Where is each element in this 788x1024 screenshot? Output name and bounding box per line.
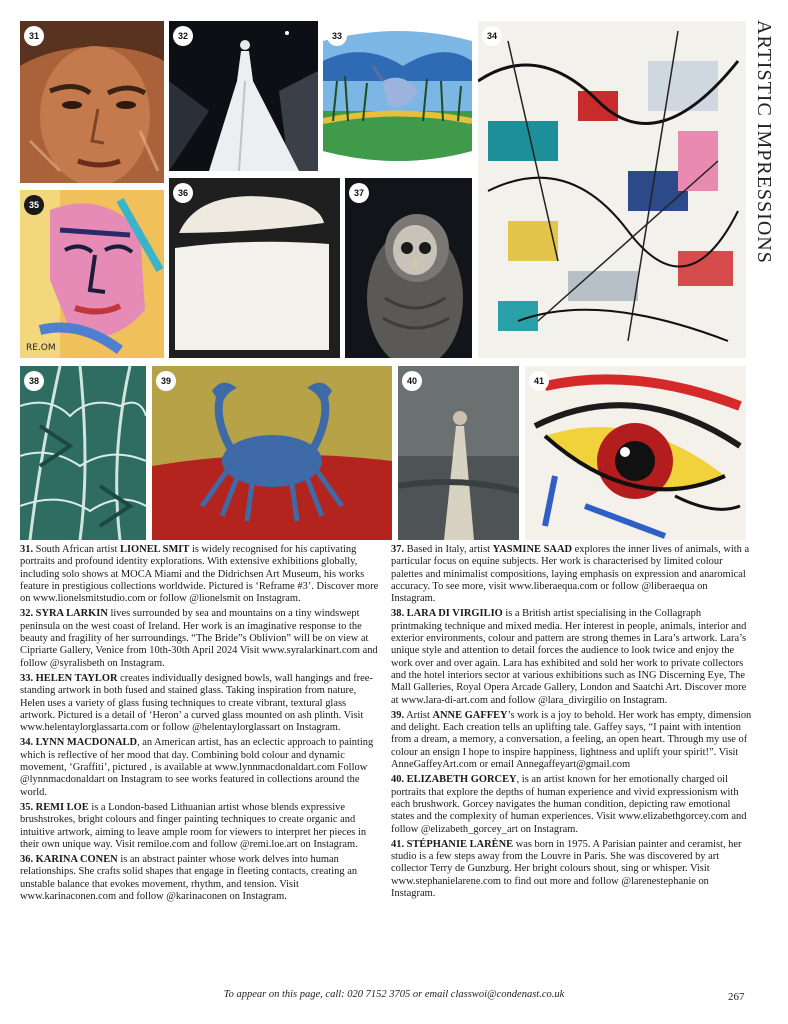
entry-number: 31. xyxy=(20,544,34,555)
artwork-number: 36 xyxy=(173,183,193,203)
entry-34 xyxy=(20,737,382,798)
entry-text: is a British artist specialising in the Collagraph printmaking technique and mixed media. Her interest in people, animals, interior and exterior environments, colour and pattern are strong themes in Lara’s artwork. Lara’s unique style and attention to detail forces the audience to look twice and enjoy the work over and over again. Lara has exhibited and sold her work to private collectors and the hotel interiors sector at various exhibitions such as ING Discerning Eye, The Mall Galleries, Royal Opera Arcade Gallery, London and Saatchi Art. Discover more at www.lara-di-art.com and follow @lara_divirgilio on Instagram. xyxy=(391,608,747,706)
owl-painting-icon xyxy=(345,178,472,358)
entry-number: 38. xyxy=(391,608,405,620)
artist-name: ELIZABETH GORCEY xyxy=(406,774,517,786)
entry-text: is widely recognised for his captivating portraits and profound identity explorations. With extensive exhibitions globally, including solo shows at MOCA Miami and the Didrichsen Art Museum, his works feature in prestigious collections worldwide. Pictured is ‘Reframe #3’. Discover more on www.lionelsmitstudio.com or follow @lionelsmit on Instagram. xyxy=(20,544,379,605)
entry-number: 41. xyxy=(391,838,405,850)
artwork-number: 39 xyxy=(156,371,176,391)
entry-number: 32. xyxy=(20,608,34,620)
text-column-left xyxy=(20,544,382,906)
entry-text: , is an artist known for her emotionally charged oil portraits that explore the depths of human experience and vivid expressionism with each brushwork. Gorcey navigates the human condition, depicting raw emotional states and the complexity of human experiences. Visit www.elizabethgorcey.com and follow @elizabeth_gorcey_art on Instagram. xyxy=(391,774,747,835)
jungle-print-icon xyxy=(20,366,146,540)
artwork-35 xyxy=(20,190,164,358)
entry-text: explores the inner lives of animals, with a particular focus on equine subjects. Her work is characterised by limited colour palettes and minimalist compositions, laying emphasis on expression and anaromical accuracy. To see more, visit www.liberaequa.com or follow @liberaequa on Instagram. xyxy=(391,544,750,605)
artwork-36 xyxy=(169,178,340,358)
entry-number: 33. xyxy=(20,672,34,684)
page-number: 267 xyxy=(728,991,745,1003)
entry-36 xyxy=(20,854,382,903)
entry-37 xyxy=(391,544,753,605)
artist-name: ANNE GAFFEY xyxy=(432,709,508,721)
artwork-number: 38 xyxy=(24,371,44,391)
bride-painting-icon xyxy=(169,21,318,171)
crab-painting-icon xyxy=(152,366,392,540)
entry-text: was born in 1975. A Parisian painter and ceramist, her studio is a few steps away from the Louvre in Paris. She was discovered by art collector Terry de Gunzburg. Her bright colours shout, sing or whisper. Visit www.stephanielarene.com to find out more and follow @larenestephanie on Instagram. xyxy=(391,838,742,900)
heron-glass-icon xyxy=(323,21,472,171)
entry-text: lives surrounded by sea and mountains on a tiny windswept peninsula on the west coast of Ireland. Her work is an imaginative response to the beauty and fragility of her surroundings. “The Bride”s Oblivion” will be on view at Cipriarte Gallery, Venice from 10th-30th April 2024 Visit www.syralarkinart.com and follow @syralisbeth on Instagram. xyxy=(20,608,378,669)
artist-name: HELEN TAYLOR xyxy=(35,672,118,684)
artwork-number: 40 xyxy=(402,371,422,391)
artwork-34 xyxy=(478,21,746,358)
entry-31 xyxy=(20,544,382,605)
entry-number: 35. xyxy=(20,801,34,813)
text-column-right xyxy=(391,544,753,903)
entry-number: 37. xyxy=(391,544,405,555)
artwork-number: 34 xyxy=(482,26,502,46)
artist-name: SYRA LARKIN xyxy=(35,608,108,620)
entry-32 xyxy=(20,608,382,669)
artist-name: STÉPHANIE LARÈNE xyxy=(406,838,514,850)
artwork-number: 35 xyxy=(24,195,44,215)
entry-text: is a London-based Lithuanian artist whose blends expressive brushstrokes, bright colours and finger painting techniques to create organic and intuitive artwork, aiming to leave ample room for viewers to interpret her pieces in their own unique way. Visit remiloe.com and follow @remi.loe.art on Instagram. xyxy=(20,801,367,850)
entry-lead: Artist xyxy=(406,709,433,721)
eye-painting-icon xyxy=(525,366,746,540)
entry-lead: South African artist xyxy=(35,544,121,555)
entry-text: creates individually designed bowls, wall hangings and free-standing artwork in both fused and stained glass. Taking inspiration from nature, Helen uses a variety of glass fusing techniques to create vibrant, textural glass artwork. Pictured is a detail of ‘Heron’ a curved glass mounted on ash plinth. Visit www.helentaylorglassarta.com or follow @helentaylorglassart on Instagram. xyxy=(20,672,373,734)
artwork-41 xyxy=(525,366,746,540)
artwork-number: 32 xyxy=(173,26,193,46)
page-footer: To appear on this page, call: 020 7152 3705 or email classwoi@condenast.co.uk xyxy=(223,989,565,1000)
artist-name: YASMINE SAAD xyxy=(492,544,573,555)
section-title xyxy=(752,20,776,264)
entry-text: is an abstract painter whose work delves into human relationships. She crafts solid shapes that engage in fleeting contacts, creating an unstable balance that evokes movement, rhythm, and tension. Visit www.karinaconen.com and follow @karinaconen on Instagram. xyxy=(20,854,358,903)
entry-41 xyxy=(391,839,753,900)
artist-name: REMI LOE xyxy=(35,801,89,813)
artist-name: LARA DI VIRGILIO xyxy=(406,608,503,620)
svg-text:RE.OM: RE.OM xyxy=(26,343,56,353)
artwork-number: 37 xyxy=(349,183,369,203)
abstract-shapes-icon xyxy=(169,178,340,358)
artwork-33 xyxy=(323,21,472,171)
artist-name: LIONEL SMIT xyxy=(120,544,190,555)
entry-text: , an American artist, has an eclectic approach to painting which is reflective of her mood that day. Combining bold colour and dynamic movement, ‘Graffiti’, pictured , is available at www.lynnmacdonaldart.com Follow @lynnmacdonaldart on Instagram to see works featured in collections around the world. xyxy=(20,737,374,798)
artwork-37 xyxy=(345,178,472,358)
entry-lead: Based in Italy, artist xyxy=(406,544,493,555)
entry-number: 36. xyxy=(20,854,34,866)
artwork-38 xyxy=(20,366,146,540)
entry-38 xyxy=(391,608,753,706)
section-title-text: ARTISTIC IMPRESSIONS xyxy=(753,20,775,264)
entry-text: ’s work is a joy to behold. Her work has empty, dimension and delight. Each creation tells an uplifting tale. Gaffey says, “I paint with intention from a dream, a memory, a conversation, a feeling, an open heart. Through my use of colour an ensign I hope to inspire happiness, lightness and uplift your spirit!”. Visit AnneGaffeyArt.com or email Annegaffeyart@gmail.com xyxy=(391,709,752,771)
artist-name: LYNN MACDONALD xyxy=(35,737,138,749)
artwork-number: 41 xyxy=(529,371,549,391)
abstract-painting-icon xyxy=(478,21,746,358)
entry-number: 40. xyxy=(391,774,405,786)
entry-number: 34. xyxy=(20,737,34,749)
figure-painting-icon xyxy=(398,366,519,540)
entry-40 xyxy=(391,774,753,835)
entry-35 xyxy=(20,802,382,851)
artwork-40 xyxy=(398,366,519,540)
artwork-number: 31 xyxy=(24,26,44,46)
artist-name: KARINA CONEN xyxy=(35,854,118,866)
entry-39 xyxy=(391,710,753,771)
artwork-32 xyxy=(169,21,318,171)
artwork-31 xyxy=(20,21,164,183)
entry-number: 39. xyxy=(391,709,405,721)
entry-33 xyxy=(20,673,382,734)
portrait-painting-icon xyxy=(20,21,164,183)
artwork-39 xyxy=(152,366,392,540)
artwork-number: 33 xyxy=(327,26,347,46)
colourful-face-icon xyxy=(20,190,164,358)
